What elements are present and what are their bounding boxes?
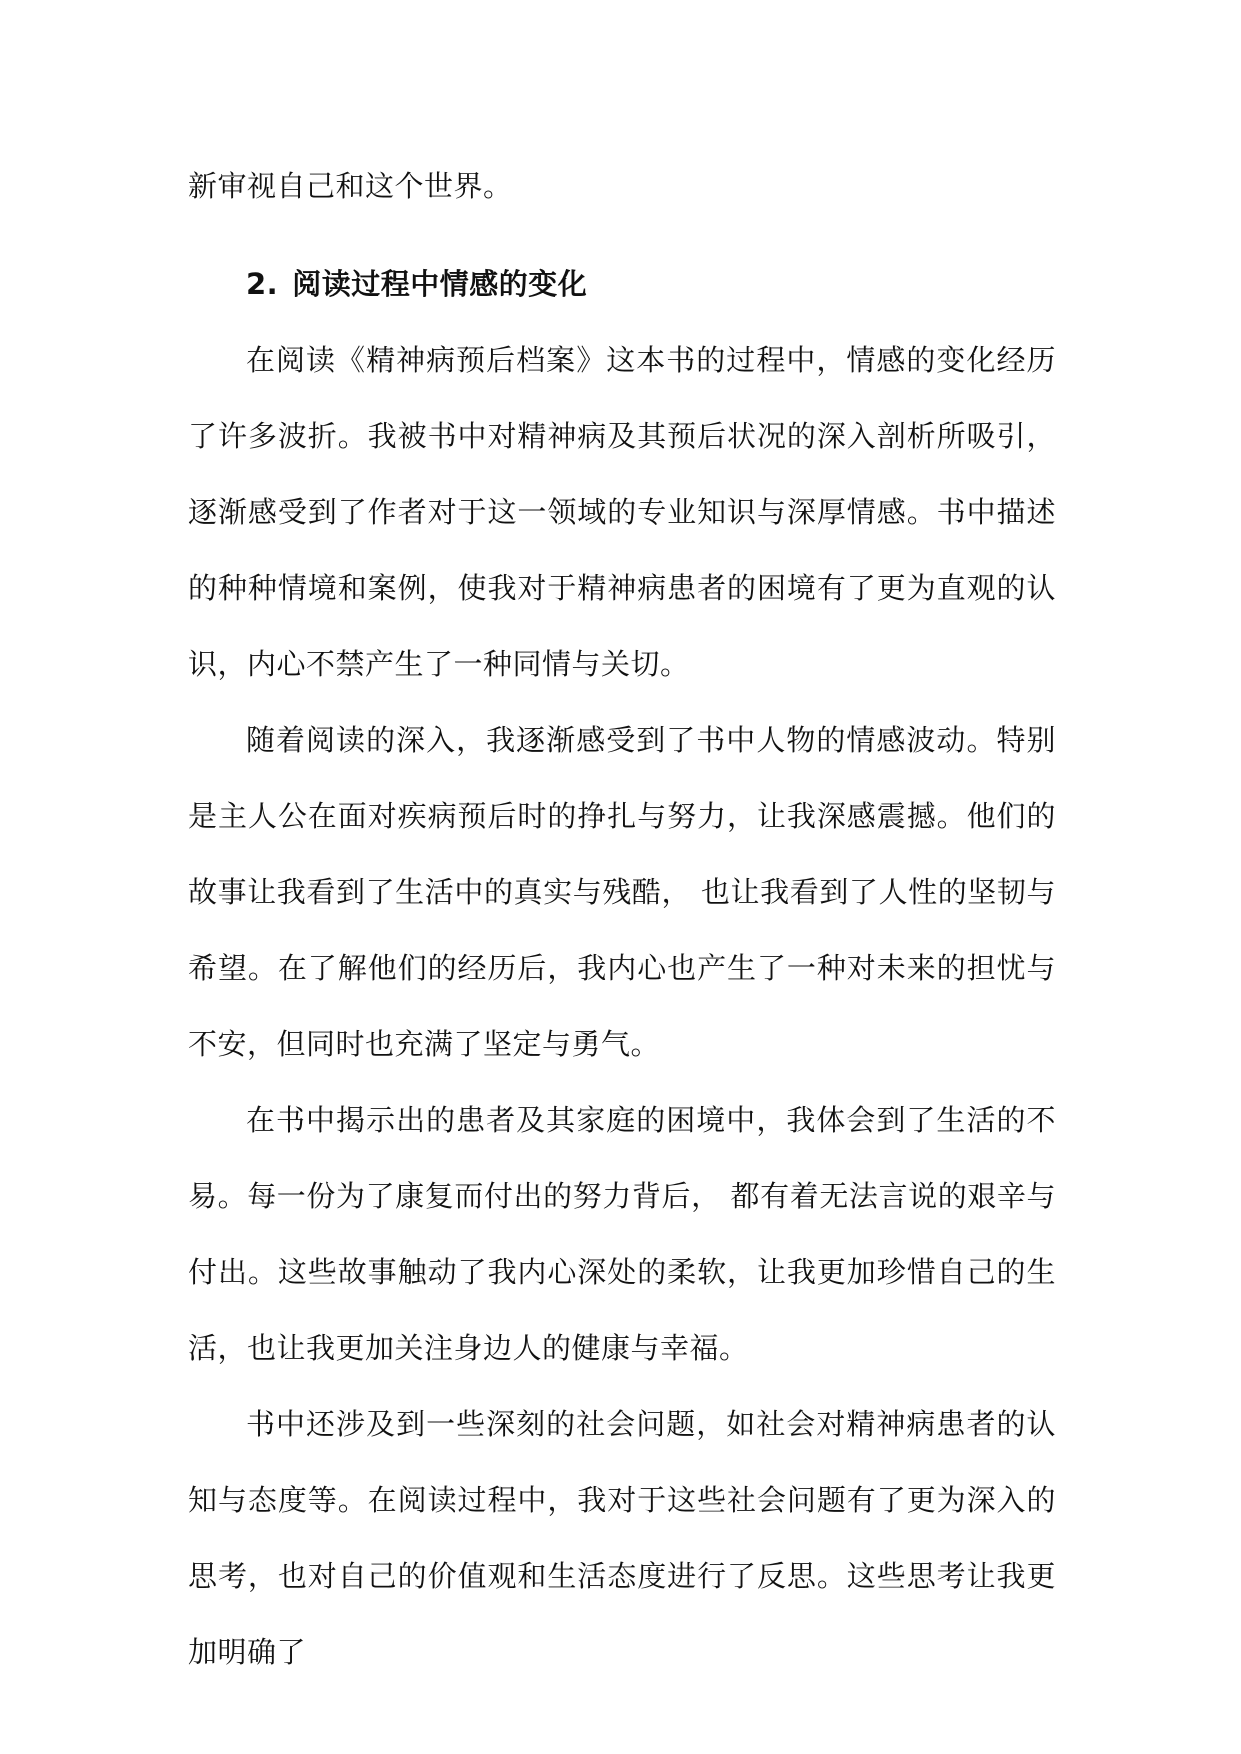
paragraph: 书中还涉及到一些深刻的社会问题，如社会对精神病患者的认知与态度等。在阅读过程中，我对于这些社会问题有了更为深入的思考，也对自己的价值观和生活态度进行了反思。这些思考让我更加明确了	[188, 1407, 1056, 1669]
paragraph: 随着阅读的深入，我逐渐感受到了书中人物的情感波动。特别是主人公在面对疾病预后时的挣扎与努力，让我深感震撼。他们的故事让我看到了生活中的真实与残酷， 也让我看到了人性的坚韧与希望。在了解他们的经历后，我内心也产生了一种对未来的担忧与不安，但同时也充满了坚定与勇气。	[188, 723, 1056, 1061]
section-number: 2.	[246, 267, 279, 301]
paragraph: 在阅读《精神病预后档案》这本书的过程中，情感的变化经历了许多波折。我被书中对精神病及其预后状况的深入剖析所吸引，逐渐感受到了作者对于这一领域的专业知识与深厚情感。书中描述的种种情境和案例，使我对于精神病患者的困境有了更为直观的认识，内心不禁产生了一种同情与关切。	[188, 343, 1056, 681]
document-page	[188, 148, 1056, 1690]
section-heading	[188, 246, 1056, 322]
continuation-text: 新审视自己和这个世界。	[188, 169, 513, 203]
paragraph: 在书中揭示出的患者及其家庭的困境中，我体会到了生活的不易。每一份为了康复而付出的努力背后， 都有着无法言说的艰辛与付出。这些故事触动了我内心深处的柔软，让我更加珍惜自己的生活，也让我更加关注身边人的健康与幸福。	[188, 1103, 1056, 1365]
section-title: 阅读过程中情感的变化	[292, 267, 588, 301]
